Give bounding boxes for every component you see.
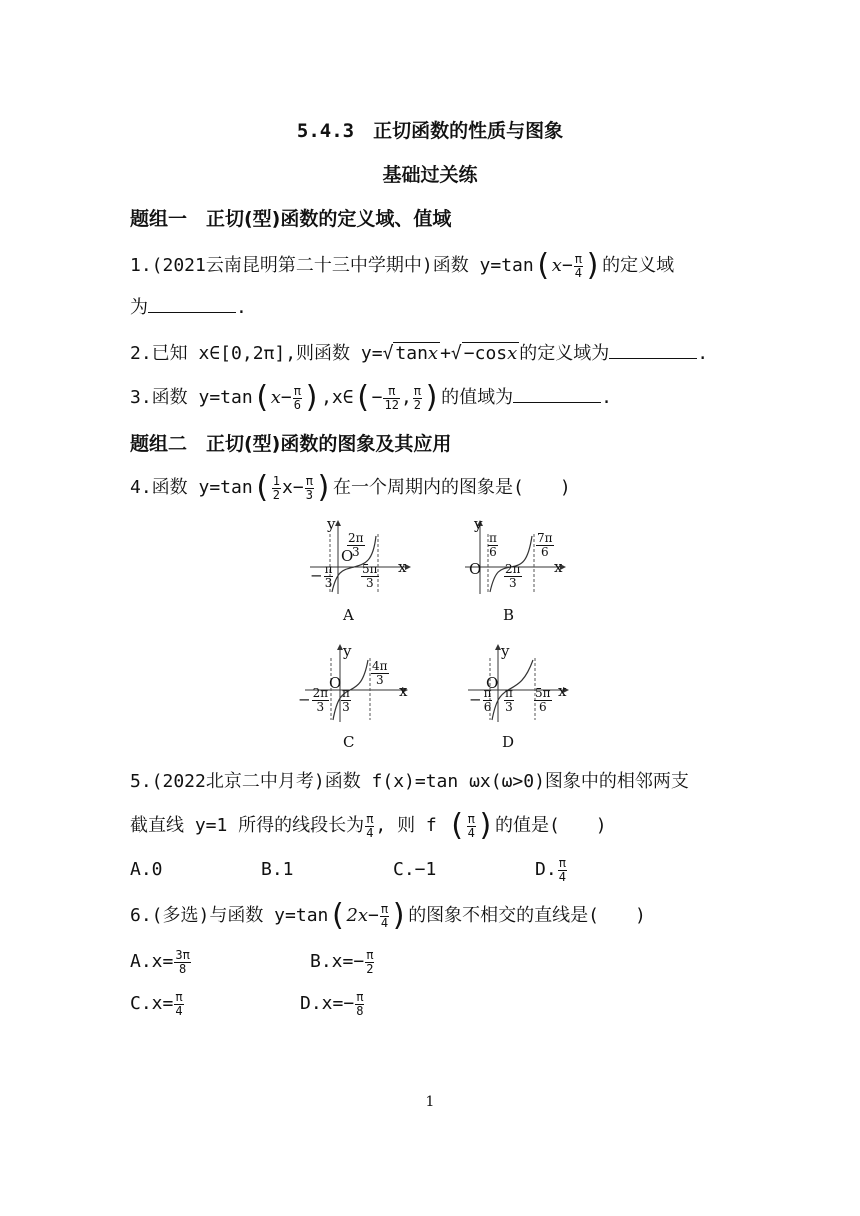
graph-d-tick-mid: $\frac{\pi}{3}$ [505,686,513,714]
question-3: 3.函数 y=tan(x− $\frac{\pi}{6}$ ),x∈(− $\frac{\pi}{12}$ , $\frac{\pi}{2}$ )的值域为 . [130,380,612,415]
q5-option-d[interactable]: D. $\frac{\pi}{4}$ [535,855,566,884]
graph-c-origin: O [329,674,342,692]
q5-option-c[interactable]: C.−1 [393,859,437,880]
graph-a-label: A [343,606,354,624]
q5-option-b[interactable]: B.1 [261,859,294,880]
graph-d-x: x [558,682,567,700]
graph-b-label: B [503,606,515,624]
graph-b-origin: O [469,560,482,578]
graph-c-x: x [399,682,408,700]
graph-b-tick-right: $\frac{7\pi}{6}$ [537,531,553,559]
graph-d-origin: O [486,674,499,692]
graph-a-y: y [327,515,336,533]
page-number: 1 [425,1094,435,1110]
graph-c-tick-right: $\frac{4\pi}{3}$ [372,659,388,687]
graph-d-y: y [501,642,510,660]
q6-option-d[interactable]: D.x=− $\frac{\pi}{8}$ [300,989,364,1018]
question-1-line2: 为 . [130,294,247,322]
graph-d-label: D [502,733,515,751]
graph-c-y: y [343,642,352,660]
graph-a-tick-right: $\frac{5\pi}{3}$ [362,562,378,590]
question-2: 2.已知 x∈[0,2π],则函数 y=√ tanx +√ −cosx 的定义域为 . [130,340,708,368]
graph-a-x: x [398,558,407,576]
group-two-heading: 题组二 正切(型)函数的图象及其应用 [130,433,452,455]
graph-b-tick-left: $\frac{\pi}{6}$ [489,531,497,559]
graph-a-tick-top: $\frac{2\pi}{3}$ [348,531,364,559]
q6-option-c[interactable]: C.x= $\frac{\pi}{4}$ [130,989,183,1018]
question-1: 1.(2021云南昆明第二十三中学期中)函数 y=tan(x− $\frac{\pi}{4}$ )的定义域 [130,248,675,283]
answer-blank-1[interactable] [148,294,236,313]
page-title: 5.4.3 正切函数的性质与图象 [296,120,564,142]
graph-c-tick-left: − $\frac{2\pi}{3}$ [298,686,329,714]
graph-a-origin: O [341,547,354,565]
graph-a-tick-left: − $\frac{\pi}{3}$ [310,562,333,590]
question-5: 5.(2022北京二中月考)函数 f(x)=tan ωx(ω>0)图象中的相邻两支 [130,771,689,792]
question-6: 6.(多选)与函数 y=tan(2x− $\frac{\pi}{4}$ )的图象不相交的直线是( ) [130,898,646,933]
answer-blank-3[interactable] [513,384,601,403]
graph-c-label: C [343,733,355,751]
question-5-line2: 截直线 y=1 所得的线段长为 $\frac{\pi}{4}$ , 则 f ( $\frac{\pi}{4}$ )的值是( ) [130,808,607,843]
q6-option-a[interactable]: A.x= $\frac{3\pi}{8}$ [130,947,190,976]
section-subtitle: 基础过关练 [382,164,478,186]
question-4: 4.函数 y=tan( $\frac{1}{2}$ x− $\frac{\pi}{3}$ )在一个周期内的图象是( ) [130,470,571,505]
graph-b-x: x [554,558,563,576]
q5-option-a[interactable]: A.0 [130,859,163,880]
graph-b-tick-bottom: $\frac{2\pi}{3}$ [505,562,521,590]
graph-b-y: y [474,515,483,533]
graph-d-tick-left: − $\frac{\pi}{6}$ [469,686,492,714]
group-one-heading: 题组一 正切(型)函数的定义域、值域 [130,208,452,230]
graph-c-tick-mid: $\frac{\pi}{3}$ [342,686,350,714]
graph-d-tick-right: $\frac{5\pi}{6}$ [535,686,551,714]
answer-blank-2[interactable] [609,340,697,359]
q6-option-b[interactable]: B.x=− $\frac{\pi}{2}$ [310,947,374,976]
